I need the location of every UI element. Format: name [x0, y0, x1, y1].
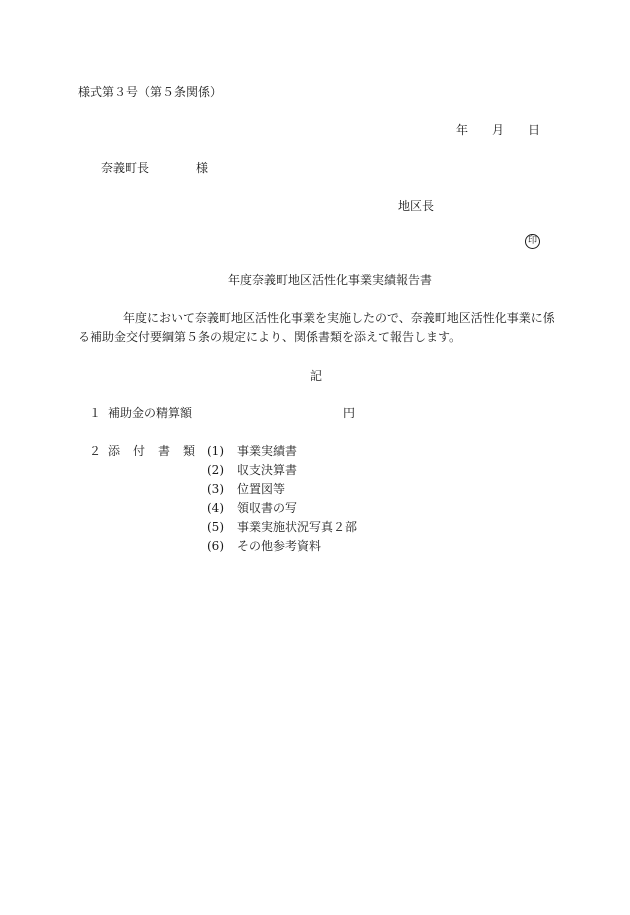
attachment-number: (4) — [207, 501, 224, 515]
date-month: 月 — [492, 123, 505, 137]
body-line-1: 年度において奈義町地区活性化事業を実施したので、奈義町地区活性化事業に係 — [123, 311, 555, 325]
ki-heading: 記 — [310, 369, 323, 383]
attachment-text: その他参考資料 — [237, 539, 322, 553]
attachment-item — [207, 444, 297, 458]
item2-label-char: 書 — [158, 444, 171, 458]
date-year: 年 — [456, 123, 469, 137]
item2-label-char: 付 — [133, 444, 146, 458]
attachment-number: (6) — [207, 539, 224, 553]
document-title: 年度奈義町地区活性化事業実績報告書 — [228, 273, 433, 287]
body-line-2: る補助金交付要綱第５条の規定により、関係書類を添えて報告します。 — [78, 330, 462, 344]
item1-label: 補助金の精算額 — [108, 406, 193, 420]
attachment-item — [207, 520, 357, 534]
item1-number: １ — [89, 406, 102, 420]
sender-title: 地区長 — [398, 199, 435, 213]
addressee-honorific: 様 — [196, 161, 209, 175]
item2-label-char: 類 — [183, 444, 196, 458]
attachment-text: 位置図等 — [237, 482, 286, 496]
seal-mark: 印 — [525, 234, 540, 249]
item1-unit: 円 — [343, 406, 356, 420]
attachment-text: 収支決算書 — [237, 463, 298, 477]
attachment-item — [207, 501, 297, 515]
date-day: 日 — [528, 123, 541, 137]
attachment-number: (2) — [207, 463, 224, 477]
item2-number: ２ — [89, 444, 102, 458]
attachment-item — [207, 482, 285, 496]
attachment-number: (3) — [207, 482, 224, 496]
attachment-item — [207, 463, 297, 477]
body-text — [78, 309, 578, 347]
form-number: 様式第３号（第５条関係） — [78, 85, 223, 99]
addressee-name: 奈義町長 — [101, 161, 150, 175]
attachment-text: 事業実施状況写真２部 — [237, 520, 358, 534]
attachment-item — [207, 539, 321, 553]
attachment-number: (5) — [207, 520, 224, 534]
attachment-number: (1) — [207, 444, 224, 458]
attachment-text: 領収書の写 — [237, 501, 298, 515]
item2-label-char: 添 — [108, 444, 121, 458]
attachment-text: 事業実績書 — [237, 444, 298, 458]
